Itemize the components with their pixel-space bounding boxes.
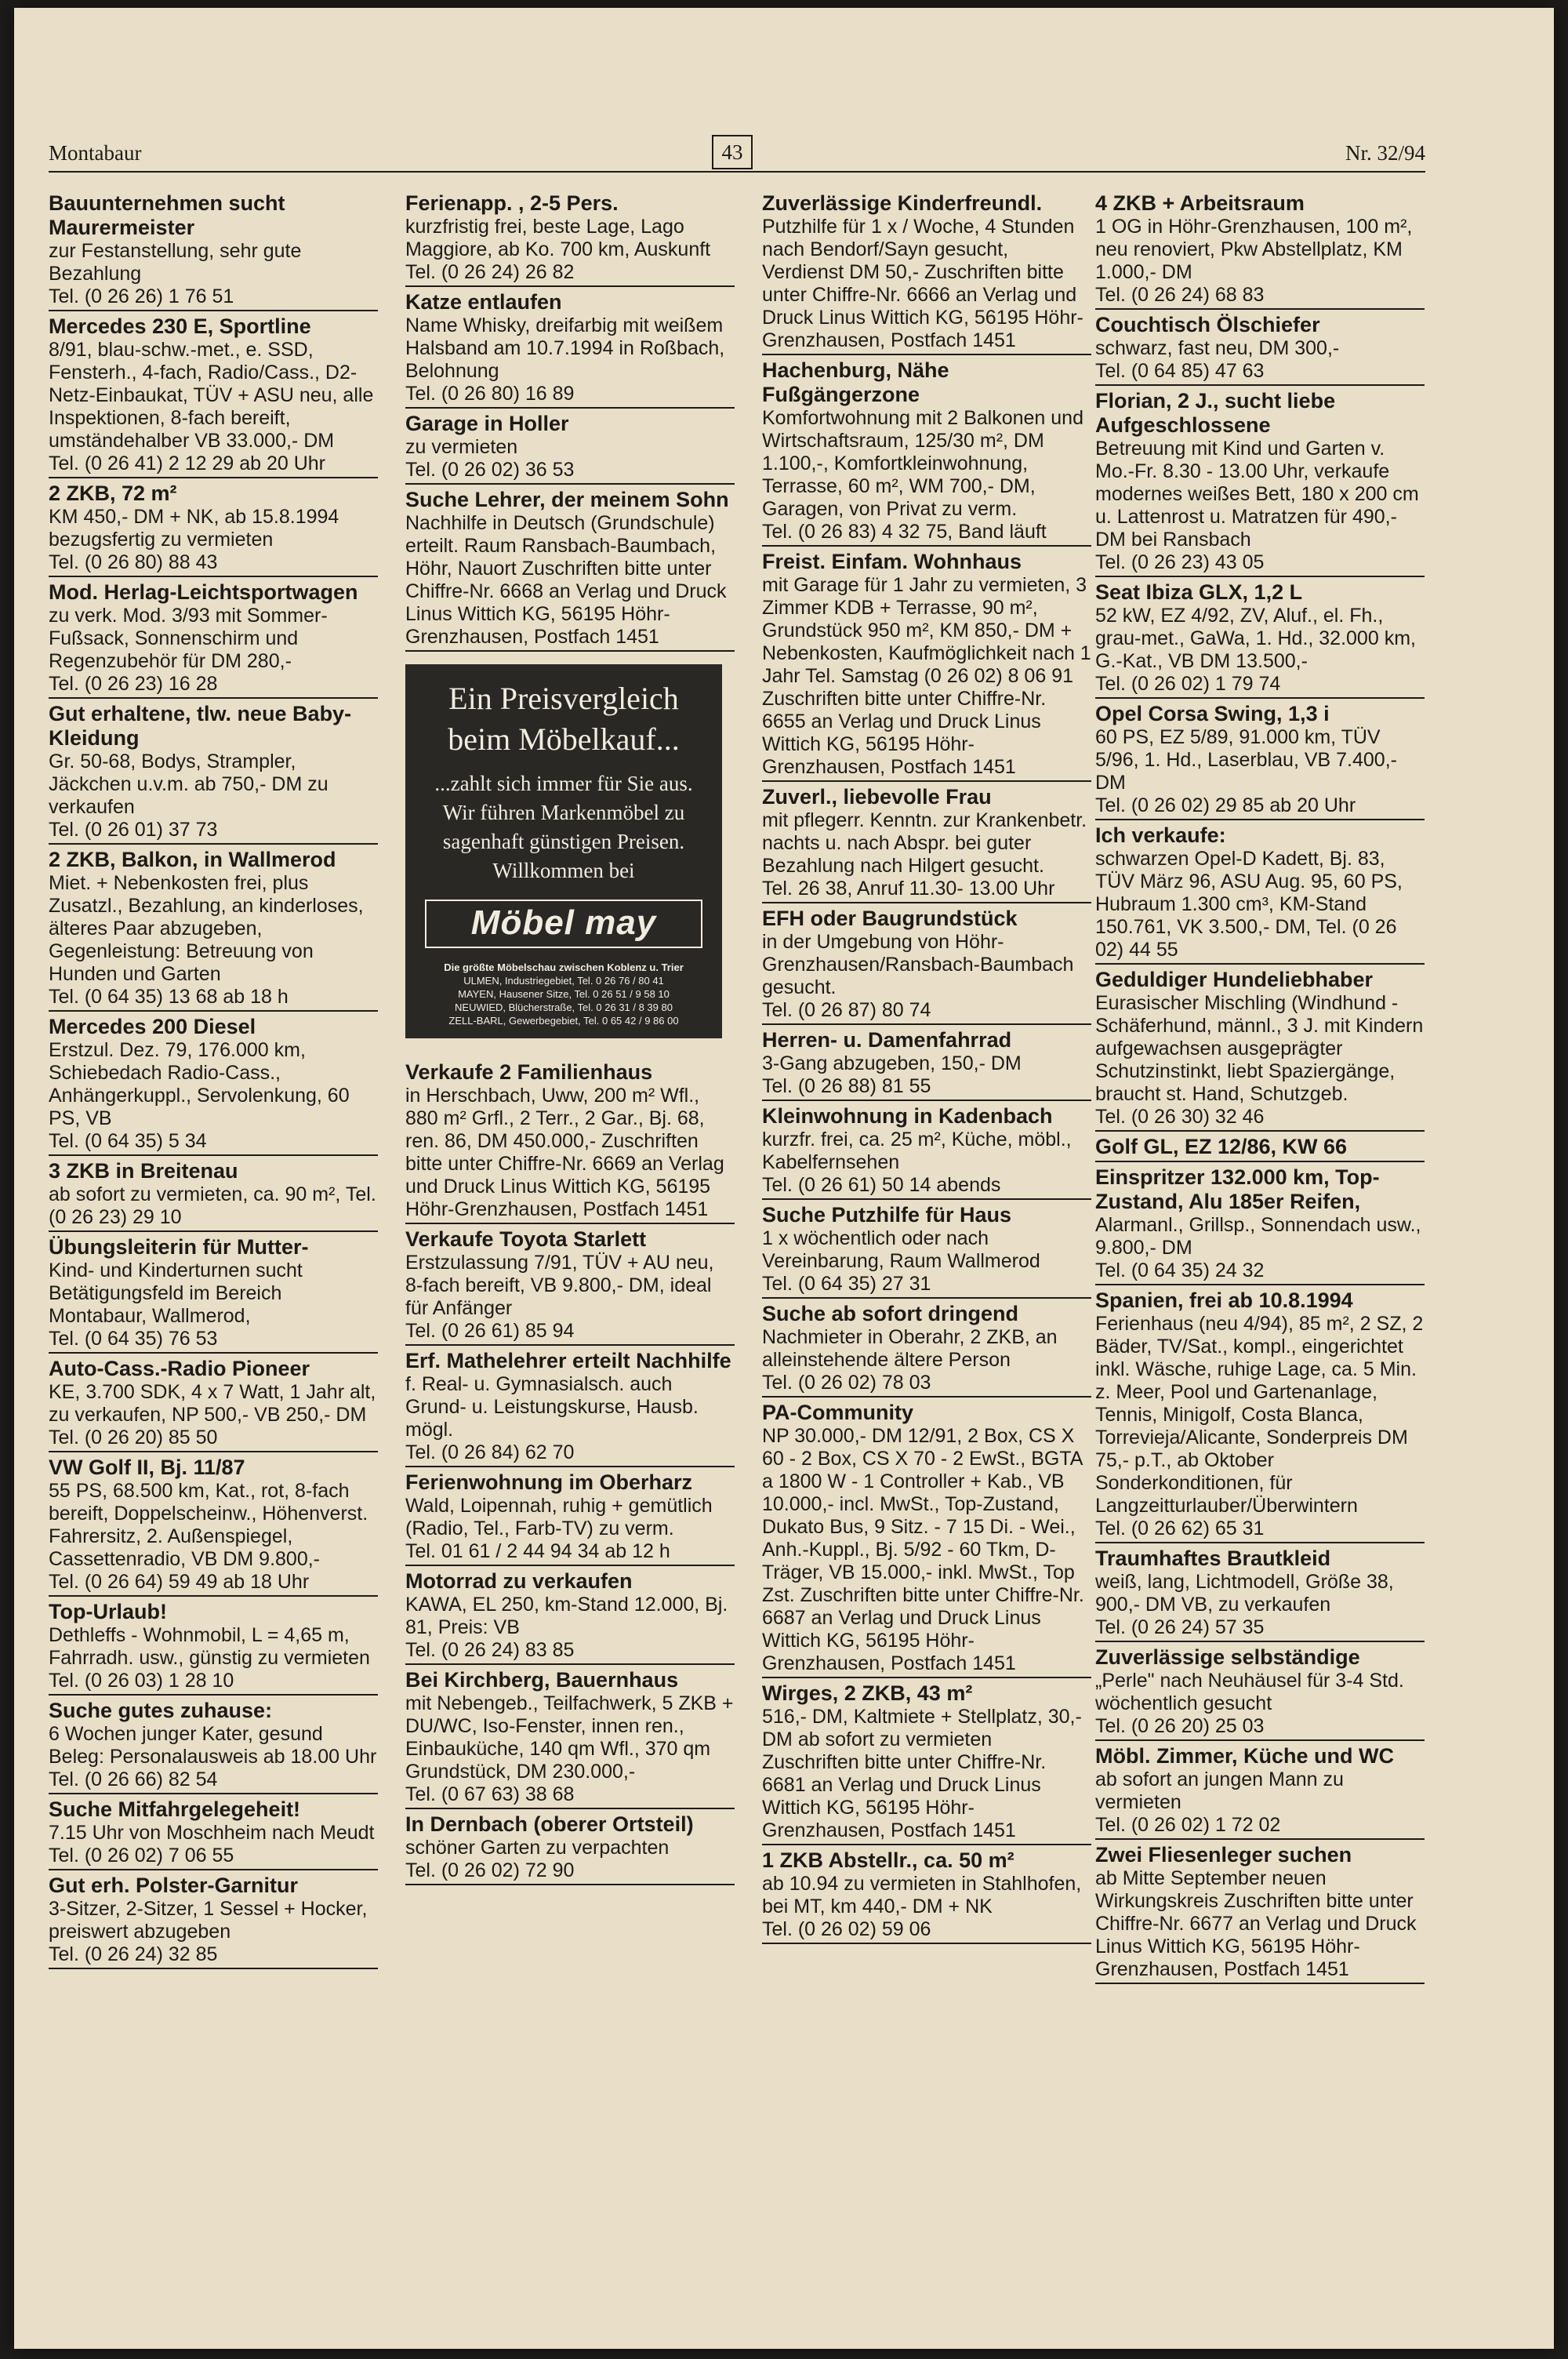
ad-title: Bei Kirchberg, Bauernhaus xyxy=(405,1668,679,1692)
ad-phone xyxy=(1095,961,1425,965)
classified-ad xyxy=(762,550,1091,782)
ad-title: Möbl. Zimmer, Küche und WC xyxy=(1095,1744,1395,1768)
promo-body: ...zahlt sich immer für Sie aus. Wir führen Markenmöbel zu sagenhaft günstigen Preisen. Willkommen bei xyxy=(434,772,693,882)
ad-title: Motorrad zu verkaufen xyxy=(405,1569,633,1593)
ad-phone: Tel. (0 26 01) 37 73 xyxy=(49,819,378,845)
ad-title: Herren- u. Damenfahrrad xyxy=(762,1028,1012,1052)
ad-title: Suche ab sofort dringend xyxy=(762,1302,1019,1325)
ad-phone: Tel. (0 26 23) 16 28 xyxy=(49,673,378,699)
ad-title: Katze entlaufen xyxy=(405,290,562,314)
newspaper-page xyxy=(14,8,1554,2349)
ad-text: Erstzulassung 7/91, TÜV + AU neu, 8-fach bereift, VB 9.800,- DM, ideal für Anfänger xyxy=(405,1252,714,1319)
ad-text: 55 PS, 68.500 km, Kat., rot, 8-fach bereift, Doppelscheinw., Höhenverst. Fahrersitz, 2. Außenspiegel, Cassettenradio, VB DM 9.800,- xyxy=(49,1480,368,1570)
ad-text: „Perle" nach Neuhäusel für 3-4 Std. wöchentlich gesucht xyxy=(1095,1670,1404,1714)
ad-title: Hachenburg, Nähe Fußgängerzone xyxy=(762,358,949,406)
ad-title: Suche Putzhilfe für Haus xyxy=(762,1203,1012,1227)
classified-ad xyxy=(49,1159,378,1232)
moebel-may-advert xyxy=(405,664,722,1038)
ad-phone: Tel. (0 26 61) 85 94 xyxy=(405,1320,735,1346)
classified-ad xyxy=(762,1028,1091,1101)
ad-title: Auto-Cass.-Radio Pioneer xyxy=(49,1357,310,1380)
ad-phone: Tel. (0 26 20) 85 50 xyxy=(49,1427,378,1452)
ad-title: Zuverl., liebevolle Frau xyxy=(762,785,992,809)
ad-title: Florian, 2 J., sucht liebe Aufgeschlossene xyxy=(1095,389,1336,437)
ad-phone: Tel. (0 26 62) 65 31 xyxy=(1095,1518,1425,1543)
ad-text: Wald, Loipennah, ruhig + gemütlich (Radio, Tel., Farb-TV) zu verm. xyxy=(405,1495,713,1539)
ad-phone xyxy=(762,1675,1091,1678)
classified-ad xyxy=(49,482,378,577)
classified-ad xyxy=(1095,823,1425,965)
issue-number: Nr. 32/94 xyxy=(1345,141,1425,165)
ad-text: 8/91, blau-schw.-met., e. SSD, Fensterh., 4-fach, Radio/Cass., D2-Netz-Einbaukat, TÜV + ASU neu, alle Inspektionen, 8-fach bereift, umständehalber VB 33.000,- DM xyxy=(49,339,374,452)
ad-text: 3-Sitzer, 2-Sitzer, 1 Sessel + Hocker, preiswert abzugeben xyxy=(49,1898,368,1943)
classified-ad xyxy=(1095,1289,1425,1543)
ad-phone: Tel. (0 26 83) 4 32 75, Band läuft xyxy=(762,521,1091,547)
ad-text: kurzfr. frei, ca. 25 m², Küche, möbl., Kabelfernsehen xyxy=(762,1129,1072,1173)
ad-text: Dethleffs - Wohnmobil, L = 4,65 m, Fahrradh. usw., günstig zu vermieten xyxy=(49,1624,370,1669)
ad-phone: Tel. (0 26 26) 1 76 51 xyxy=(49,285,378,311)
ad-text: ab Mitte September neuen Wirkungskreis Zuschriften bitte unter Chiffre-Nr. 6677 an Verlag und Druck Linus Wittich KG, 56195 Höhr-Grenzhausen, Postfach 1451 xyxy=(1095,1867,1417,1980)
classified-ad xyxy=(405,1060,735,1224)
ad-text: in Herschbach, Uww, 200 m² Wfl., 880 m² Grfl., 2 Terr., 2 Gar., Bj. 68, ren. 86, DM 450.000,- Zuschriften bitte unter Chiffre-Nr. 6669 an Verlag und Druck Linus Wittich KG, 56195 Höhr-Grenzhausen, Postfach 1451 xyxy=(405,1085,724,1220)
ad-phone: Tel. (0 64 35) 24 32 xyxy=(1095,1259,1425,1285)
ad-phone: Tel. (0 26 20) 25 03 xyxy=(1095,1715,1425,1741)
ad-phone: Tel. (0 26 23) 43 05 xyxy=(1095,551,1425,577)
ad-text: mit Garage für 1 Jahr zu vermieten, 3 Zimmer KDB + Terrasse, 90 m², Grundstück 950 m², KM 850,- DM + Nebenkosten, Kaufmöglichkeit nach 1 Jahr Tel. Samstag (0 26 02) 8 06 91 Zuschriften bitte unter Chiffre-Nr. 6655 an Verlag und Druck Linus Wittich KG, 56195 Höhr-Grenzhausen, Postfach 1451 xyxy=(762,574,1091,778)
ad-phone: Tel. (0 26 24) 68 83 xyxy=(1095,284,1425,310)
ad-title: Top-Urlaub! xyxy=(49,1600,167,1623)
ad-title: EFH oder Baugrundstück xyxy=(762,907,1018,930)
classified-ad xyxy=(762,785,1091,903)
ad-title: 2 ZKB, Balkon, in Wallmerod xyxy=(49,848,336,871)
ad-text: Eurasischer Mischling (Windhund - Schäferhund, männl., 3 J. mit Kindern aufgewachsen ausgeprägter Schutzinstinkt, liebt Spaziergänge, braucht st. Hand, Schutzgeb. xyxy=(1095,992,1424,1105)
classified-ad xyxy=(405,1349,735,1467)
ad-text: 516,- DM, Kaltmiete + Stellplatz, 30,- DM ab sofort zu vermieten Zuschriften bitte unter Chiffre-Nr. 6681 an Verlag und Druck Linus Wittich KG, 56195 Höhr-Grenzhausen, Postfach 1451 xyxy=(762,1706,1082,1841)
moebel-may-logo: Möbel may xyxy=(425,900,702,948)
ad-title: Zwei Fliesenleger suchen xyxy=(1095,1843,1352,1866)
classified-ad xyxy=(49,848,378,1012)
ad-text: Erstzul. Dez. 79, 176.000 km, Schiebedach Radio-Cass., Anhängerkuppl., Servolenkung, 60 PS, VB xyxy=(49,1039,350,1129)
classified-ad xyxy=(1095,389,1425,577)
ad-text: zu vermieten xyxy=(405,436,518,458)
ad-title: Zuverlässige selbständige xyxy=(1095,1645,1360,1669)
column-4 xyxy=(1095,191,1425,2183)
branch-list xyxy=(418,961,710,1027)
ad-text: f. Real- u. Gymnasialsch. auch Grund- u. Leistungskurse, Hausb. mögl. xyxy=(405,1373,699,1441)
ad-phone: Tel. (0 26 88) 81 55 xyxy=(762,1075,1091,1101)
classified-ad xyxy=(762,1681,1091,1845)
ad-title: Ferienapp. , 2-5 Pers. xyxy=(405,191,619,215)
classified-ad xyxy=(405,191,735,287)
ad-phone: Tel. (0 26 80) 88 43 xyxy=(49,551,378,577)
ad-phone: Tel. (0 64 35) 5 34 xyxy=(49,1130,378,1156)
ad-text: Ferienhaus (neu 4/94), 85 m², 2 SZ, 2 Bäder, TV/Sat., kompl., eingerichtet inkl. Wäsche, ruhige Lage, ca. 5 Min. z. Meer, Pool und Gartenanlage, Tennis, Minigolf, Costa Blanca, Torrevieja/Alicante, Sonderpreis DM 75,- p.T., ab Oktober Sonderkonditionen, für Langzeitturlauber/Überwintern xyxy=(1095,1313,1424,1517)
classified-ad xyxy=(762,907,1091,1025)
ad-title: Einspritzer 132.000 km, Top-Zustand, Alu 185er Reifen, xyxy=(1095,1165,1380,1213)
classified-ad xyxy=(49,1699,378,1794)
classified-ad xyxy=(762,191,1091,355)
ad-phone: Tel. (0 64 85) 47 63 xyxy=(1095,360,1425,386)
ad-phone xyxy=(49,1229,378,1232)
classified-ad xyxy=(49,1015,378,1156)
ad-text: schwarzen Opel-D Kadett, Bj. 83, TÜV März 96, ASU Aug. 95, 60 PS, Hubraum 1.300 cm³, KM-Stand 150.761, VK 3.500,- DM, Tel. (0 26 02) 44 55 xyxy=(1095,848,1403,961)
classified-ad xyxy=(1095,580,1425,699)
ad-phone: Tel. (0 26 24) 83 85 xyxy=(405,1639,735,1665)
ad-text: KAWA, EL 250, km-Stand 12.000, Bj. 81, Preis: VB xyxy=(405,1594,728,1638)
classified-ad xyxy=(1095,313,1425,386)
ad-title: Ich verkaufe: xyxy=(1095,823,1226,847)
classified-ad xyxy=(405,1569,735,1665)
ad-text: 60 PS, EZ 5/89, 91.000 km, TÜV 5/96, 1. Hd., Laserblau, VB 7.400,- DM xyxy=(1095,726,1397,794)
ad-title: Spanien, frei ab 10.8.1994 xyxy=(1095,1289,1353,1312)
classified-ad xyxy=(762,358,1091,547)
ad-phone: Tel. (0 26 24) 57 35 xyxy=(1095,1616,1425,1642)
ad-text: mit Nebengeb., Teilfachwerk, 5 ZKB + DU/WC, Iso-Fenster, innen ren., Einbauküche, 140 qm Wfl., 370 qm Grundstück, DM 230.000,- xyxy=(405,1692,734,1783)
classified-ad xyxy=(762,1848,1091,1944)
ad-title: Gut erh. Polster-Garnitur xyxy=(49,1874,299,1897)
ad-phone: Tel. (0 26 24) 26 82 xyxy=(405,261,735,287)
classified-ad xyxy=(1095,1135,1425,1162)
ad-text: Kind- und Kinderturnen sucht Betätigungsfeld im Bereich Montabaur, Wallmerod, xyxy=(49,1259,303,1327)
classified-ad xyxy=(762,1401,1091,1678)
ad-title: Geduldiger Hundeliebhaber xyxy=(1095,968,1374,991)
branch-ulmen: ULMEN, Industriegebiet, Tel. 0 26 76 / 80 41 xyxy=(463,975,664,987)
ad-text: 1 x wöchentlich oder nach Vereinbarung, Raum Wallmerod xyxy=(762,1227,1040,1272)
branch-zell-barl: ZELL-BARL, Gewerbegebiet, Tel. 0 65 42 / 9 86 00 xyxy=(448,1015,679,1027)
ad-title: Wirges, 2 ZKB, 43 m² xyxy=(762,1681,973,1705)
ad-text: Miet. + Nebenkosten frei, plus Zusatzl., Bezahlung, an kinderloses, älteres Paar abzugeben, Gegenleistung: Betreuung von Hunden und Garten xyxy=(49,872,364,985)
ad-text: 52 kW, EZ 4/92, ZV, Aluf., el. Fh., grau-met., GaWa, 1. Hd., 32.000 km, G.-Kat., VB DM 13.500,- xyxy=(1095,605,1416,672)
classified-ad xyxy=(1095,968,1425,1132)
ad-phone xyxy=(762,352,1091,355)
ad-phone: Tel. (0 67 63) 38 68 xyxy=(405,1783,735,1809)
classified-ad xyxy=(405,1668,735,1809)
ad-text: KE, 3.700 SDK, 4 x 7 Watt, 1 Jahr alt, zu verkaufen, NP 500,- VB 250,- DM xyxy=(49,1381,376,1426)
ad-phone: Tel. (0 64 35) 76 53 xyxy=(49,1328,378,1354)
ad-text: kurzfristig frei, beste Lage, Lago Maggiore, ab Ko. 700 km, Auskunft xyxy=(405,216,711,260)
ad-title: Garage in Holler xyxy=(405,412,569,435)
column-2 xyxy=(405,191,735,2183)
ad-title: Verkaufe 2 Familienhaus xyxy=(405,1060,653,1084)
ad-phone: Tel. (0 26 84) 62 70 xyxy=(405,1441,735,1467)
classified-ad xyxy=(49,702,378,845)
page-number: 43 xyxy=(712,135,753,169)
classified-ad xyxy=(49,1874,378,1969)
ad-text: Putzhilfe für 1 x / Woche, 4 Stunden nach Bendorf/Sayn gesucht, Verdienst DM 50,- Zuschriften bitte unter Chiffre-Nr. 6666 an Verlag und Druck Linus Wittich KG, 56195 Höhr-Grenzhausen, Postfach 1451 xyxy=(762,216,1083,351)
ad-title: 2 ZKB, 72 m² xyxy=(49,482,177,505)
ad-title: VW Golf II, Bj. 11/87 xyxy=(49,1456,245,1479)
ad-title: Zuverlässige Kinderfreundl. xyxy=(762,191,1043,215)
branch-head: Die größte Möbelschau zwischen Koblenz u. Trier xyxy=(444,961,684,973)
classified-ad xyxy=(49,1456,378,1597)
ad-title: Bauunternehmen sucht Maurermeister xyxy=(49,191,285,239)
classified-ad xyxy=(1095,1547,1425,1642)
ad-phone xyxy=(1095,1159,1425,1162)
ad-phone: Tel. (0 26 02) 72 90 xyxy=(405,1859,735,1885)
ad-phone: Tel. (0 26 02) 78 03 xyxy=(762,1372,1091,1398)
branch-neuwied: NEUWIED, Blücherstraße, Tel. 0 26 31 / 8 39 80 xyxy=(455,1001,673,1013)
header-place: Montabaur xyxy=(49,141,142,165)
ad-phone xyxy=(405,649,735,652)
ad-text: mit pflegerr. Kenntn. zur Krankenbetr. nachts u. nach Abspr. bei guter Bezahlung nach Hilgert gesucht. xyxy=(762,809,1087,877)
classified-ad xyxy=(1095,1165,1425,1285)
ad-title: Mercedes 230 E, Sportline xyxy=(49,314,311,338)
ad-phone: Tel. (0 26 02) 7 06 55 xyxy=(49,1845,378,1870)
column-1 xyxy=(49,191,378,2183)
classified-ad xyxy=(762,1302,1091,1398)
ad-title: Freist. Einfam. Wohnhaus xyxy=(762,550,1022,573)
ad-text: Gr. 50-68, Bodys, Strampler, Jäckchen u.v.m. ab 750,- DM zu verkaufen xyxy=(49,751,328,818)
column-3 xyxy=(762,191,1091,2183)
promo-headline: Ein Preisvergleich beim Möbelkauf... xyxy=(448,681,680,757)
ad-text: 6 Wochen junger Kater, gesund Beleg: Personalausweis ab 18.00 Uhr xyxy=(49,1723,377,1768)
ad-title: 4 ZKB + Arbeitsraum xyxy=(1095,191,1305,215)
ad-title: Seat Ibiza GLX, 1,2 L xyxy=(1095,580,1303,604)
ad-text: weiß, lang, Lichtmodell, Größe 38, 900,- DM VB, zu verkaufen xyxy=(1095,1571,1394,1616)
ad-phone: Tel. (0 26 02) 1 72 02 xyxy=(1095,1814,1425,1840)
classified-ad xyxy=(49,1357,378,1452)
classified-ad xyxy=(405,1227,735,1346)
classified-ad xyxy=(1095,191,1425,310)
ad-text: ab 10.94 zu vermieten in Stahlhofen, bei MT, km 440,- DM + NK xyxy=(762,1873,1082,1917)
ad-phone: Tel. (0 26 64) 59 49 ab 18 Uhr xyxy=(49,1571,378,1597)
ad-title: Couchtisch Ölschiefer xyxy=(1095,313,1320,336)
ad-text: Nachmieter in Oberahr, 2 ZKB, an alleinstehende ältere Person xyxy=(762,1326,1058,1371)
classified-ad xyxy=(405,488,735,652)
ad-title: Suche Lehrer, der meinem Sohn xyxy=(405,488,729,511)
ad-title: PA-Community xyxy=(762,1401,913,1424)
ad-text: 7.15 Uhr von Moschheim nach Meudt xyxy=(49,1822,375,1844)
ad-phone: Tel. (0 64 35) 27 31 xyxy=(762,1273,1091,1299)
classified-ad xyxy=(405,412,735,485)
classified-ad xyxy=(1095,1744,1425,1840)
ad-text: KM 450,- DM + NK, ab 15.8.1994 bezugsfertig zu vermieten xyxy=(49,506,339,551)
ad-text: 1 OG in Höhr-Grenzhausen, 100 m², neu renoviert, Pkw Abstellplatz, KM 1.000,- DM xyxy=(1095,216,1413,283)
classified-ad xyxy=(1095,1645,1425,1741)
ad-title: Golf GL, EZ 12/86, KW 66 xyxy=(1095,1135,1348,1158)
ad-text: 3-Gang abzugeben, 150,- DM xyxy=(762,1052,1022,1074)
ad-title: In Dernbach (oberer Ortsteil) xyxy=(405,1812,694,1836)
ad-phone xyxy=(762,1842,1091,1845)
ad-title: 3 ZKB in Breitenau xyxy=(49,1159,238,1183)
classified-ad xyxy=(49,580,378,699)
ad-text: NP 30.000,- DM 12/91, 2 Box, CS X 60 - 2 Box, CS X 70 - 2 EwSt., BGTA a 1800 W - 1 Controller + Kab., VB 10.000,- incl. MwSt., Top-Zustand, Dukato Bus, 9 Sitz. - 7 15 Di. - Wei., Anh.-Kuppl., Bj. 5/92 - 60 Tkm, D-Träger, VB 15.000,- inkl. MwSt., Top Zst. Zuschriften bitte unter Chiffre-Nr. 6687 an Verlag und Druck Linus Wittich KG, 56195 Höhr-Grenzhausen, Postfach 1451 xyxy=(762,1425,1084,1674)
ad-text: schöner Garten zu verpachten xyxy=(405,1837,670,1859)
classified-ad xyxy=(49,1600,378,1696)
ad-text: ab sofort zu vermieten, ca. 90 m², Tel. (0 26 23) 29 10 xyxy=(49,1183,376,1228)
header-rule xyxy=(49,171,1425,173)
ad-phone: Tel. (0 26 02) 1 79 74 xyxy=(1095,673,1425,699)
classified-ad xyxy=(1095,702,1425,820)
ad-phone: Tel. (0 26 24) 32 85 xyxy=(49,1943,378,1969)
ad-phone: Tel. (0 26 30) 32 46 xyxy=(1095,1106,1425,1132)
ad-phone: Tel. (0 26 41) 2 12 29 ab 20 Uhr xyxy=(49,453,378,478)
classified-ad xyxy=(1095,1843,1425,1984)
page-header xyxy=(49,124,1425,174)
ad-title: Suche gutes zuhause: xyxy=(49,1699,273,1722)
ad-title: Ferienwohnung im Oberharz xyxy=(405,1470,693,1494)
ad-text: in der Umgebung von Höhr-Grenzhausen/Ransbach-Baumbach gesucht. xyxy=(762,931,1074,998)
ad-phone xyxy=(405,1221,735,1224)
ad-phone: Tel. 01 61 / 2 44 94 34 ab 12 h xyxy=(405,1540,735,1566)
ad-title: Gut erhaltene, tlw. neue Baby-Kleidung xyxy=(49,702,352,750)
ad-phone: Tel. (0 26 61) 50 14 abends xyxy=(762,1174,1091,1200)
classified-ad xyxy=(49,314,378,478)
ad-phone xyxy=(762,779,1091,782)
classified-ad xyxy=(405,290,735,409)
classified-ad xyxy=(762,1104,1091,1200)
ad-phone: Tel. (0 26 02) 59 06 xyxy=(762,1918,1091,1944)
ad-title: Mod. Herlag-Leichtsportwagen xyxy=(49,580,358,604)
classified-ad xyxy=(762,1203,1091,1299)
ad-title: Übungsleiterin für Mutter- xyxy=(49,1235,309,1259)
ad-phone: Tel. (0 26 66) 82 54 xyxy=(49,1768,378,1794)
ad-phone: Tel. (0 26 80) 16 89 xyxy=(405,383,735,409)
classified-ad xyxy=(49,1797,378,1870)
classified-ad xyxy=(405,1470,735,1566)
classified-ad xyxy=(49,191,378,311)
ad-phone: Tel. (0 26 03) 1 28 10 xyxy=(49,1670,378,1696)
classifieds xyxy=(49,180,1425,2188)
ad-title: Kleinwohnung in Kadenbach xyxy=(762,1104,1053,1128)
ad-phone: Tel. (0 64 35) 13 68 ab 18 h xyxy=(49,986,378,1012)
ad-phone: Tel. (0 26 02) 29 85 ab 20 Uhr xyxy=(1095,794,1425,820)
ad-text: schwarz, fast neu, DM 300,- xyxy=(1095,337,1340,359)
ad-text: zu verk. Mod. 3/93 mit Sommer-Fußsack, Sonnenschirm und Regenzubehör für DM 280,- xyxy=(49,605,328,672)
ad-title: Erf. Mathelehrer erteilt Nachhilfe xyxy=(405,1349,731,1372)
ad-text: Nachhilfe in Deutsch (Grundschule) erteilt. Raum Ransbach-Baumbach, Höhr, Nauort Zuschriften bitte unter Chiffre-Nr. 6668 an Verlag und Druck Linus Wittich KG, 56195 Höhr-Grenzhausen, Postfach 1451 xyxy=(405,512,727,648)
ad-phone: Tel. (0 26 02) 36 53 xyxy=(405,459,735,485)
ad-text: Komfortwohnung mit 2 Balkonen und Wirtschaftsraum, 125/30 m², DM 1.100,-, Komfortkleinwohnung, Terrasse, 60 m², WM 700,- DM, Garagen, von Privat zu verm. xyxy=(762,407,1083,520)
ad-title: Suche Mitfahrgelegeheit! xyxy=(49,1797,301,1821)
ad-title: 1 ZKB Abstellr., ca. 50 m² xyxy=(762,1848,1014,1872)
ad-title: Verkaufe Toyota Starlett xyxy=(405,1227,647,1251)
ad-phone xyxy=(1095,1981,1425,1984)
ad-phone: Tel. 26 38, Anruf 11.30- 13.00 Uhr xyxy=(762,878,1091,903)
ad-title: Traumhaftes Brautkleid xyxy=(1095,1547,1331,1570)
ad-title: Mercedes 200 Diesel xyxy=(49,1015,256,1038)
ad-title: Opel Corsa Swing, 1,3 i xyxy=(1095,702,1330,725)
ad-text: ab sofort an jungen Mann zu vermieten xyxy=(1095,1768,1344,1813)
ad-text: zur Festanstellung, sehr gute Bezahlung xyxy=(49,240,302,285)
classified-ad xyxy=(49,1235,378,1354)
ad-text: Betreuung mit Kind und Garten v. Mo.-Fr. 8.30 - 13.00 Uhr, verkaufe modernes weißes Bett, 180 x 200 cm u. Lattenrost u. Matratzen für 490,- DM bei Ransbach xyxy=(1095,438,1419,551)
ad-text: Name Whisky, dreifarbig mit weißem Halsband am 10.7.1994 in Roßbach, Belohnung xyxy=(405,314,725,382)
ad-phone: Tel. (0 26 87) 80 74 xyxy=(762,999,1091,1025)
classified-ad xyxy=(405,1812,735,1885)
ad-text: Alarmanl., Grillsp., Sonnendach usw., 9.800,- DM xyxy=(1095,1214,1421,1259)
branch-mayen: MAYEN, Hausener Sitze, Tel. 0 26 51 / 9 58 10 xyxy=(458,988,670,1000)
